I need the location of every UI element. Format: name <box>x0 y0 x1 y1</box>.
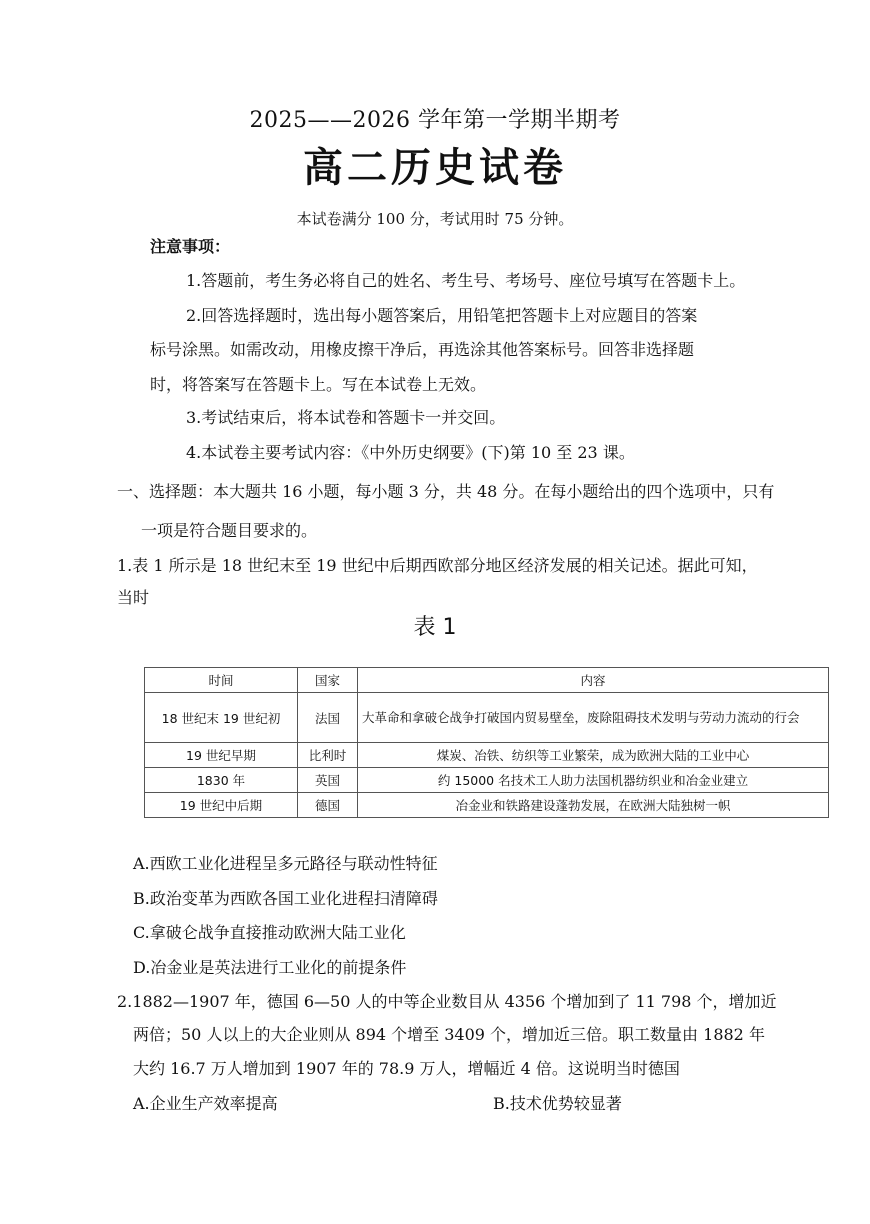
table-header-cell: 时间 <box>145 668 298 693</box>
table-cell: 1830 年 <box>145 768 298 793</box>
table-cell: 19 世纪早期 <box>145 743 298 768</box>
table-header-cell: 国家 <box>298 668 358 693</box>
q2-stem-line-3: 大约 16.7 万人增加到 1907 年的 78.9 万人，增幅近 4 倍。这说明当时德国 <box>133 1059 680 1078</box>
table-cell: 19 世纪中后期 <box>145 793 298 818</box>
table-cell: 德国 <box>298 793 358 818</box>
table-cell: 约 15000 名技术工人助力法国机器纺织业和冶金业建立 <box>358 768 829 793</box>
table-cell: 大革命和拿破仑战争打破国内贸易壁垒，废除阻碍技术发明与劳动力流动的行会 <box>358 693 829 743</box>
q1-option-c: C.拿破仑战争直接推动欧洲大陆工业化 <box>133 923 406 942</box>
exam-info: 本试卷满分 100 分，考试用时 75 分钟。 <box>296 210 574 228</box>
exam-line: 2025——2026 学年第一学期半期考 <box>249 108 621 133</box>
table-cell: 比利时 <box>298 743 358 768</box>
table-row <box>145 768 829 793</box>
notice-item-2-line-1: 2.回答选择题时，选出每小题答案后，用铅笔把答题卡上对应题目的答案 <box>186 306 698 325</box>
table-header-cell: 内容 <box>358 668 829 693</box>
notice-heading: 注意事项： <box>150 237 231 256</box>
table-row <box>145 693 829 743</box>
q1-option-d: D.冶金业是英法进行工业化的前提条件 <box>133 958 407 977</box>
table-cell: 冶金业和铁路建设蓬勃发展，在欧洲大陆独树一帜 <box>358 793 829 818</box>
q1-stem-line-2: 当时 <box>117 588 150 607</box>
notice-item-2-line-2: 标号涂黑。如需改动，用橡皮擦干净后，再选涂其他答案标号。回答非选择题 <box>150 340 695 359</box>
q2-option-a: A.企业生产效率提高 <box>133 1094 278 1113</box>
table-title: 表 1 <box>413 615 457 640</box>
table-cell: 法国 <box>298 693 358 743</box>
q2-stem-line-1: 2.1882—1907 年，德国 6—50 人的中等企业数目从 4356 个增加到了 11 798 个，增加近 <box>117 992 777 1011</box>
history-table <box>144 667 829 818</box>
section-1-line-2: 一项是符合题目要求的。 <box>141 521 318 540</box>
q1-option-a: A.西欧工业化进程呈多元路径与联动性特征 <box>133 854 438 873</box>
notice-item-2-line-3: 时，将答案写在答题卡上。写在本试卷上无效。 <box>150 375 487 394</box>
table-cell: 煤炭、冶铁、纺织等工业繁荣，成为欧洲大陆的工业中心 <box>358 743 829 768</box>
table-row <box>145 743 829 768</box>
q2-option-b: B.技术优势较显著 <box>493 1094 622 1113</box>
section-1-line-1: 一、选择题：本大题共 16 小题，每小题 3 分，共 48 分。在每小题给出的四个选项中，只有 <box>117 482 775 501</box>
notice-item-3: 3.考试结束后，将本试卷和答题卡一并交回。 <box>186 408 506 427</box>
table-header-row <box>145 668 829 693</box>
notice-item-1: 1.答题前，考生务必将自己的姓名、考生号、考场号、座位号填写在答题卡上。 <box>186 271 746 290</box>
q2-stem-line-2: 两倍；50 人以上的大企业则从 894 个增至 3409 个，增加近三倍。职工数量由 1882 年 <box>133 1025 765 1044</box>
page-title: 高二历史试卷 <box>303 145 567 191</box>
notice-item-4: 4.本试卷主要考试内容：《中外历史纲要》(下)第 10 至 23 课。 <box>186 443 635 462</box>
table-row <box>145 793 829 818</box>
q1-option-b: B.政治变革为西欧各国工业化进程扫清障碍 <box>133 889 438 908</box>
table-cell: 英国 <box>298 768 358 793</box>
table-cell: 18 世纪末 19 世纪初 <box>145 693 298 743</box>
q1-stem-line-1: 1.表 1 所示是 18 世纪末至 19 世纪中后期西欧部分地区经济发展的相关记述。据此可知， <box>117 556 758 575</box>
